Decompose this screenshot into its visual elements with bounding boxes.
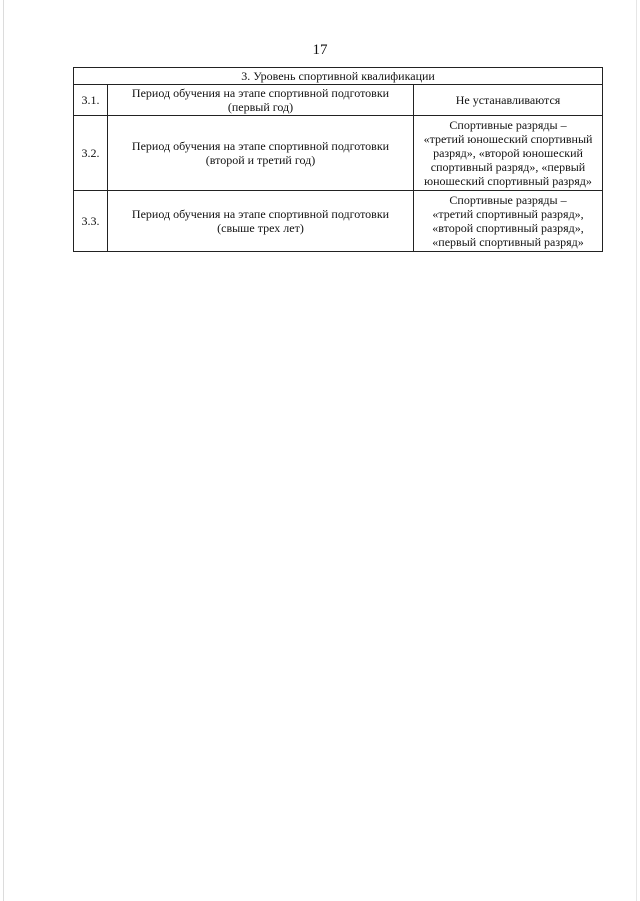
period-line: (первый год) (227, 100, 294, 114)
training-period-cell (108, 116, 414, 191)
period-line: Период обучения на этапе спортивной подготовки (131, 86, 390, 100)
rank-line: «третий спортивный разряд», (432, 207, 584, 221)
rank-line: «первый спортивный разряд» (432, 235, 584, 249)
table-section-header-row (74, 68, 603, 85)
training-period-cell (108, 191, 414, 252)
table-row (74, 191, 603, 252)
section-title: 3. Уровень спортивной квалификации (74, 68, 603, 85)
row-number: 3.2. (74, 116, 108, 191)
qualification-table (73, 67, 603, 252)
rank-line: разряд», «второй юношеский (433, 146, 583, 160)
scan-edge-left (3, 0, 4, 901)
rank-line: Спортивные разряды – (449, 118, 567, 132)
rank-line: «третий юношеский спортивный (423, 132, 593, 146)
row-number: 3.1. (74, 85, 108, 116)
period-line: Период обучения на этапе спортивной подготовки (131, 139, 390, 153)
sport-rank-cell (414, 191, 603, 252)
sport-rank-cell (414, 85, 603, 116)
training-period-cell (108, 85, 414, 116)
rank-line: Спортивные разряды – (449, 193, 567, 207)
page-number: 17 (312, 42, 328, 58)
period-line: Период обучения на этапе спортивной подготовки (131, 207, 390, 221)
scan-edge-right (636, 0, 637, 901)
rank-line: юношеский спортивный разряд» (424, 174, 592, 188)
period-line: (второй и третий год) (205, 153, 316, 167)
rank-line: «второй спортивный разряд», (432, 221, 584, 235)
table-row (74, 116, 603, 191)
sport-rank-cell (414, 116, 603, 191)
row-number: 3.3. (74, 191, 108, 252)
period-line: (свыше трех лет) (217, 221, 304, 235)
rank-line: Не устанавливаются (455, 93, 561, 107)
table-row (74, 85, 603, 116)
rank-line: спортивный разряд», «первый (430, 160, 586, 174)
